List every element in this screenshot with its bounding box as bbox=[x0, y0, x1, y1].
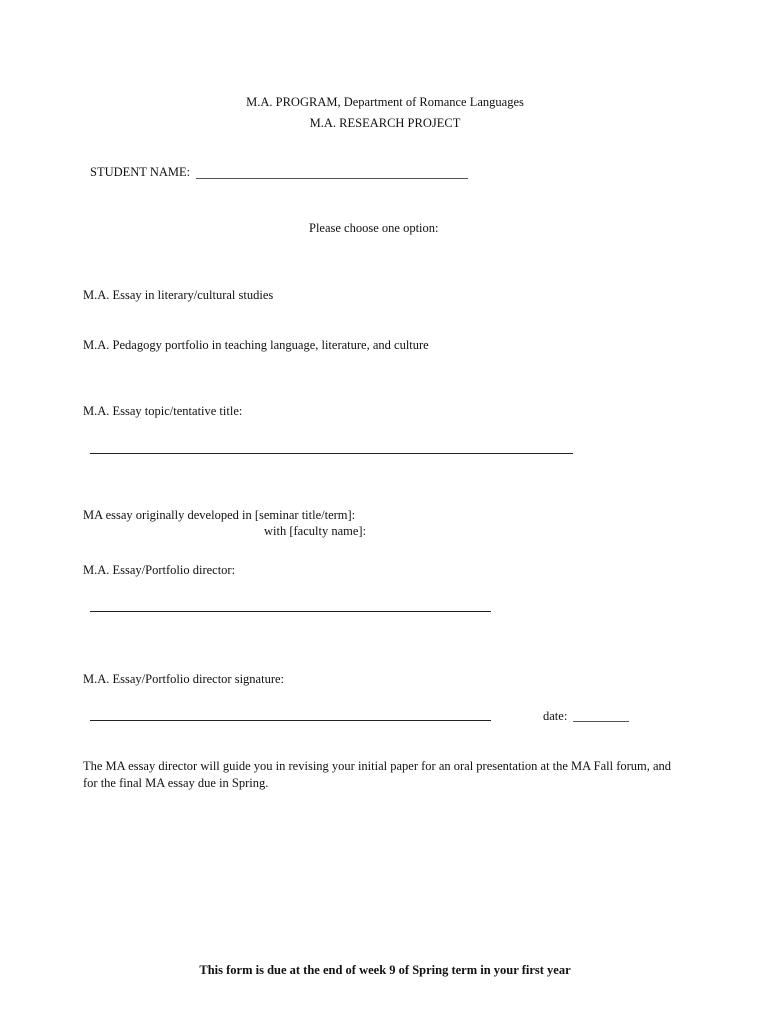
director-signature-label: M.A. Essay/Portfolio director signature: bbox=[83, 672, 285, 686]
option-prompt: Please choose one option: bbox=[309, 221, 439, 235]
option-essay[interactable]: M.A. Essay in literary/cultural studies bbox=[83, 288, 274, 302]
director-field[interactable] bbox=[90, 611, 491, 612]
date-field[interactable] bbox=[573, 721, 629, 722]
faculty-name-label: with [faculty name]: bbox=[264, 524, 367, 538]
director-signature-field[interactable] bbox=[90, 720, 491, 721]
director-note: The MA essay director will guide you in revising your initial paper for an oral presentation at the MA Fall forum, and for the final MA essay due in Spring. bbox=[83, 759, 672, 790]
seminar-origin-label: MA essay originally developed in [seminar title/term]: bbox=[83, 508, 356, 522]
program-title: M.A. PROGRAM, Department of Romance Languages bbox=[246, 95, 524, 109]
student-name-field[interactable] bbox=[196, 178, 468, 179]
date-label: date: bbox=[543, 709, 568, 723]
due-date-notice: This form is due at the end of week 9 of Spring term in your first year bbox=[199, 963, 571, 977]
essay-topic-field[interactable] bbox=[90, 453, 573, 454]
project-title: M.A. RESEARCH PROJECT bbox=[309, 116, 461, 130]
option-portfolio[interactable]: M.A. Pedagogy portfolio in teaching language, literature, and culture bbox=[83, 338, 429, 352]
director-label: M.A. Essay/Portfolio director: bbox=[83, 563, 236, 577]
essay-topic-label: M.A. Essay topic/tentative title: bbox=[83, 404, 243, 418]
student-name-label: STUDENT NAME: bbox=[90, 165, 191, 179]
